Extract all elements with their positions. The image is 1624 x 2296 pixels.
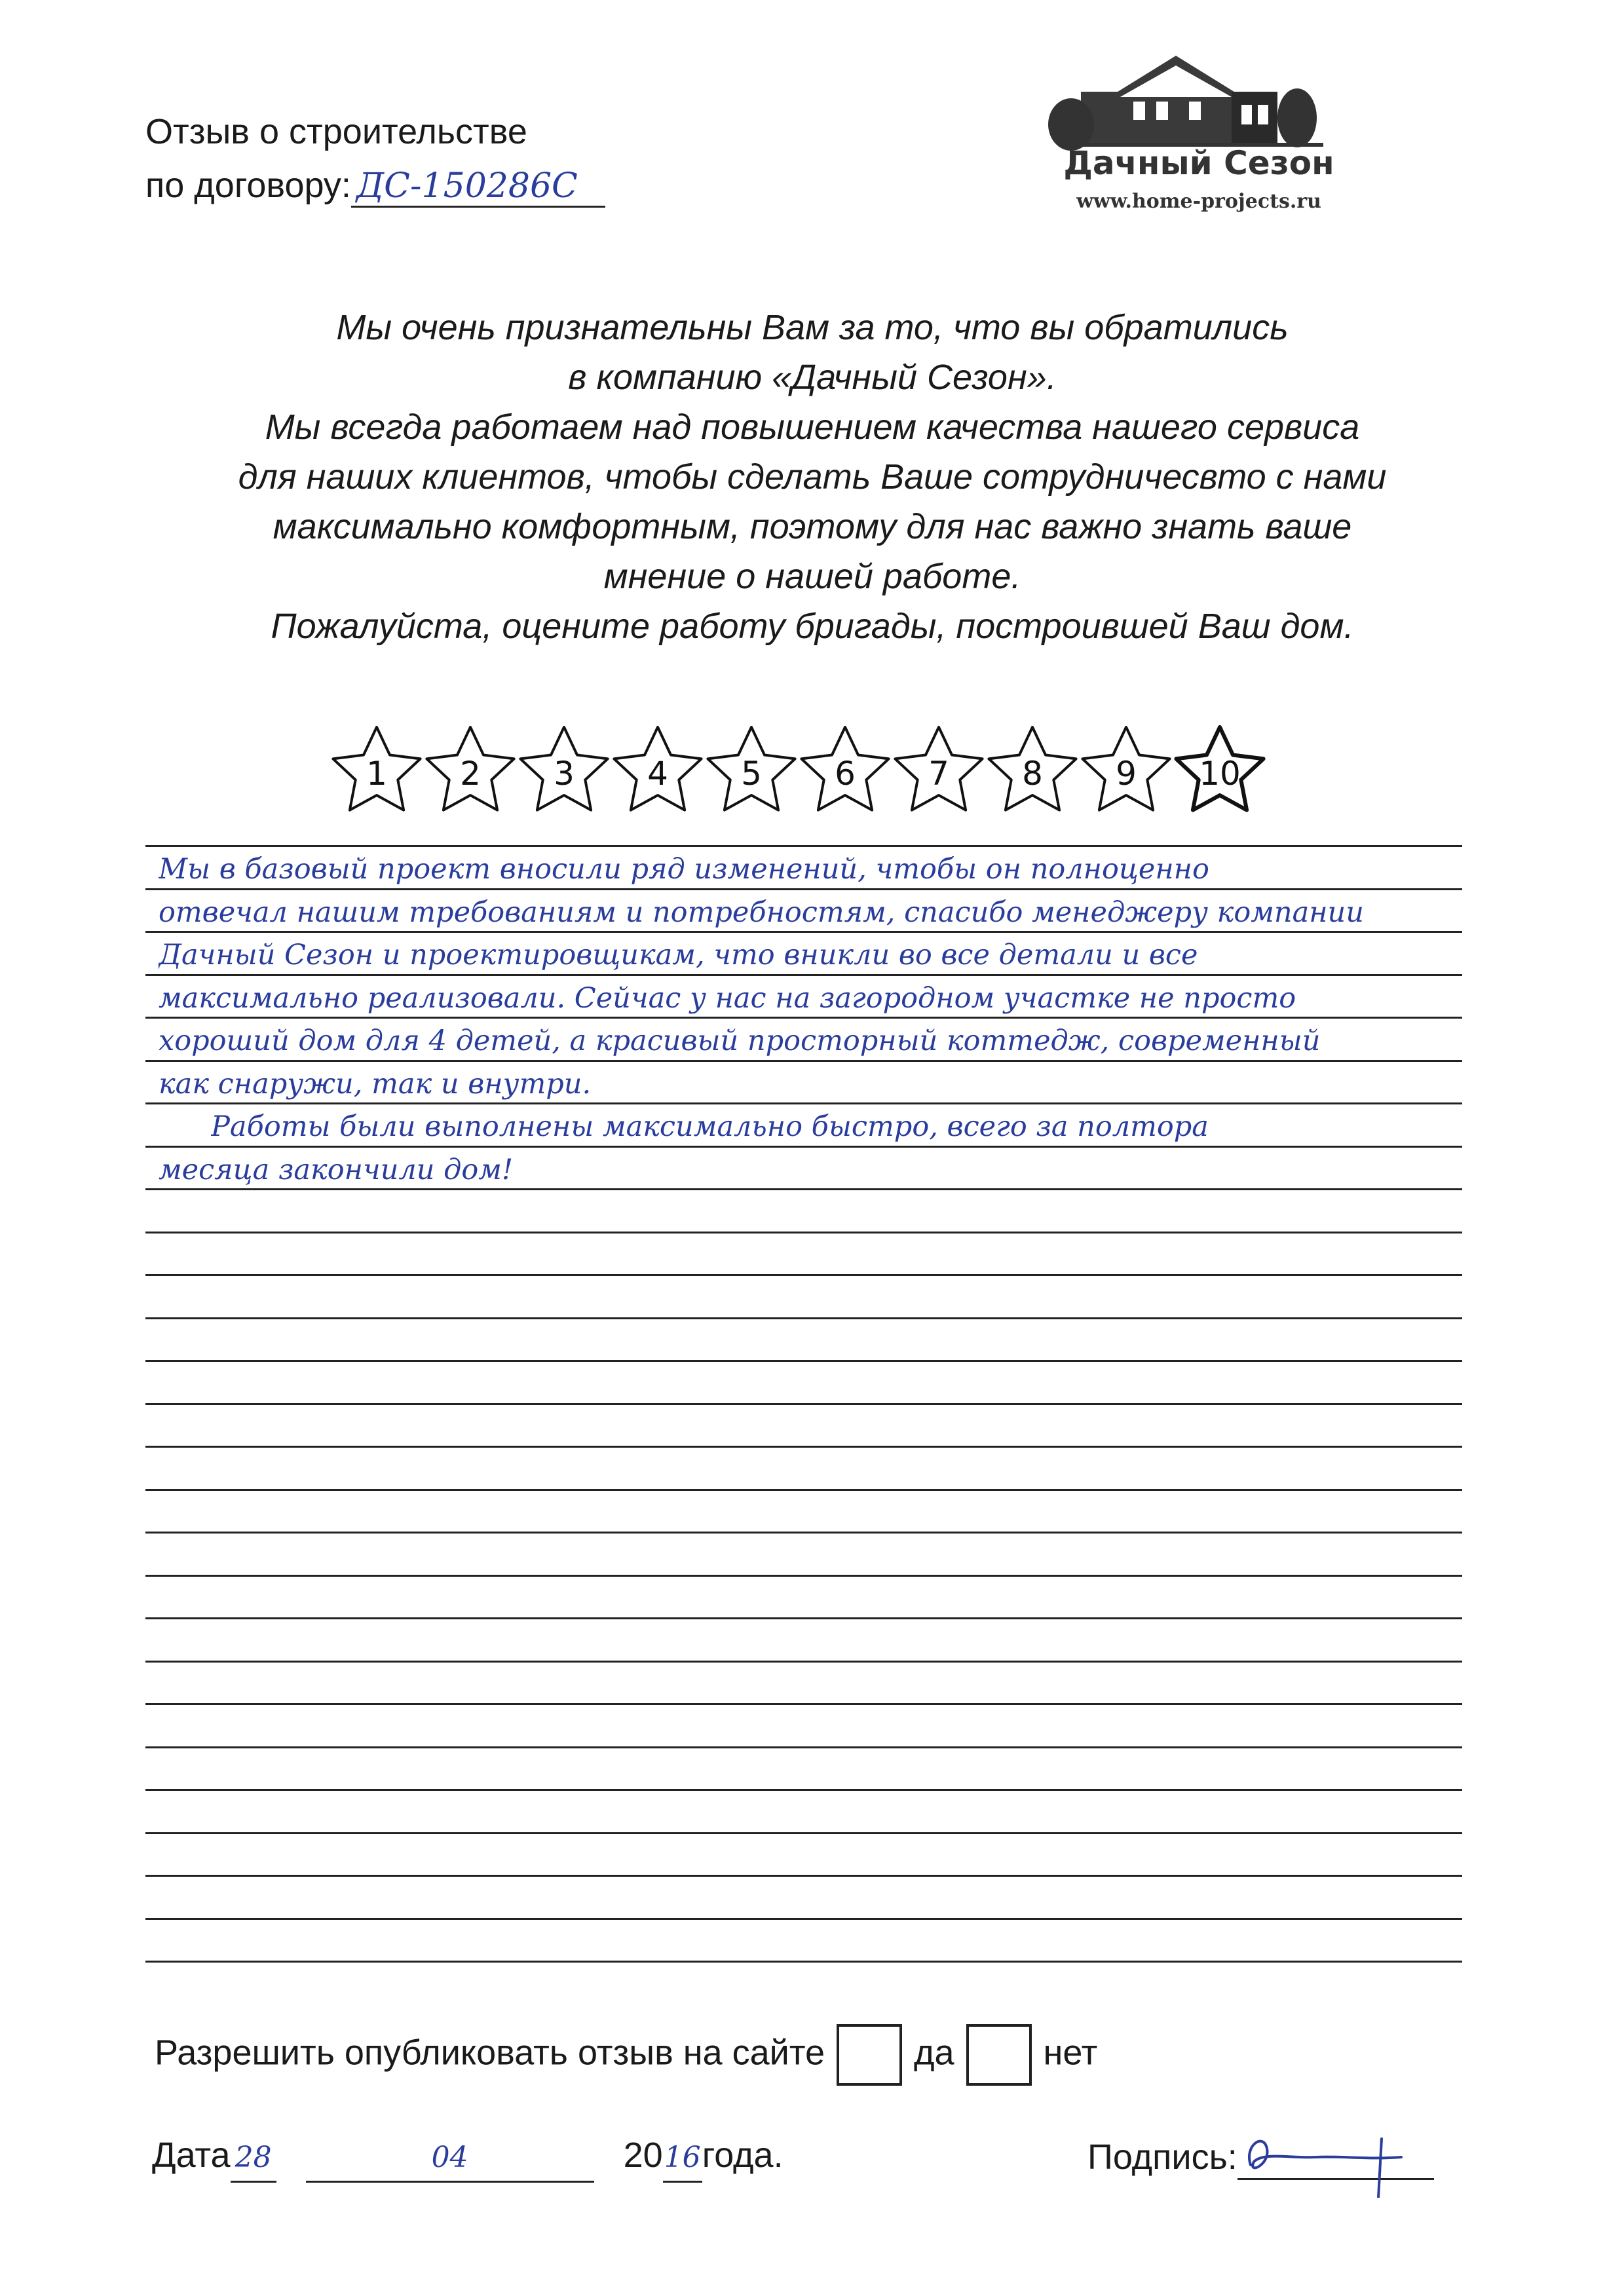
intro-line: максимально комфортным, поэтому для нас важно знать ваше — [273, 507, 1352, 546]
consent-yes-checkbox[interactable] — [837, 2024, 902, 2086]
ruled-line — [145, 1188, 1462, 1190]
star-label: 2 — [460, 755, 481, 793]
handwritten-signature — [1237, 2126, 1434, 2198]
intro-line: мнение о нашей работе. — [603, 557, 1021, 596]
form-header — [145, 105, 605, 212]
consent-no-checkbox[interactable] — [966, 2024, 1032, 2086]
handwritten-review-line: Мы в базовый проект вносили ряд изменений, чтобы он полноценно — [159, 853, 1209, 886]
publish-consent-row — [155, 2024, 1097, 2086]
intro-line: Мы всегда работаем над повышением качества нашего сервиса — [265, 407, 1360, 447]
rating-star-4[interactable] — [609, 721, 707, 819]
date-month-field[interactable]: 04 — [306, 2135, 594, 2183]
form-title: Отзыв о строительстве — [145, 112, 527, 151]
handwritten-review-line: Дачный Сезон и проектировщикам, что вникли во все детали и все — [159, 939, 1198, 971]
star-label: 6 — [835, 755, 856, 793]
ruled-line — [145, 1575, 1462, 1577]
ruled-line — [145, 845, 1462, 847]
star-label: 7 — [928, 755, 949, 793]
star-label: 5 — [741, 755, 762, 793]
review-text-area[interactable] — [145, 845, 1462, 1991]
publish-consent-label: Разрешить опубликовать отзыв на сайте — [155, 2033, 825, 2073]
ruled-line — [145, 974, 1462, 976]
star-label: 9 — [1116, 755, 1137, 793]
ruled-line — [145, 1875, 1462, 1877]
rating-star-10[interactable] — [1171, 721, 1269, 819]
signature-row — [1087, 2132, 1434, 2180]
date-day-field[interactable]: 28 — [231, 2135, 276, 2183]
date-label: Дата — [152, 2136, 231, 2175]
rating-star-5[interactable] — [702, 721, 801, 819]
rating-star-8[interactable] — [983, 721, 1082, 819]
intro-line: Мы очень признательны Вам за то, что вы обратились — [336, 308, 1289, 347]
ruled-line — [145, 1403, 1462, 1405]
star-label: 4 — [647, 755, 668, 793]
ruled-line — [145, 1360, 1462, 1362]
ruled-line — [145, 1060, 1462, 1062]
consent-no-label: нет — [1043, 2033, 1098, 2073]
contract-label: по договору: — [145, 166, 351, 205]
ruled-line — [145, 1789, 1462, 1791]
intro-line: Пожалуйста, оцените работу бригады, построившей Ваш дом. — [271, 607, 1354, 646]
rating-star-7[interactable] — [890, 721, 988, 819]
ruled-line — [145, 1532, 1462, 1534]
ruled-line — [145, 1317, 1462, 1319]
logo-url: www.home-projects.ru — [1076, 190, 1321, 213]
ruled-line — [145, 1703, 1462, 1705]
ruled-line — [145, 1961, 1462, 1963]
handwritten-review-line: Работы были выполнены максимально быстро, всего за полтора — [211, 1110, 1209, 1143]
ruled-line — [145, 888, 1462, 890]
rating-star-6[interactable] — [796, 721, 894, 819]
signature-label: Подпись: — [1087, 2137, 1237, 2177]
ruled-line — [145, 1446, 1462, 1448]
date-year-prefix: 20 — [623, 2136, 663, 2175]
handwritten-review-line: хороший дом для 4 детей, а красивый просторный коттедж, современный — [159, 1025, 1321, 1057]
ruled-line — [145, 1661, 1462, 1663]
rating-star-2[interactable] — [421, 721, 519, 819]
company-logo — [1035, 52, 1350, 223]
ruled-line — [145, 1918, 1462, 1920]
star-label: 10 — [1199, 755, 1241, 793]
consent-yes-label: да — [914, 2033, 954, 2073]
handwritten-review-line: месяца закончили дом! — [159, 1153, 514, 1186]
house-logo-icon — [1035, 52, 1350, 151]
date-year-word: года. — [702, 2136, 784, 2175]
ruled-line — [145, 931, 1462, 933]
handwritten-review-line: как снаружи, так и внутри. — [159, 1067, 592, 1101]
ruled-line — [145, 1274, 1462, 1276]
date-year-field[interactable]: 16 — [663, 2135, 702, 2183]
ruled-line — [145, 1832, 1462, 1834]
intro-line: для наших клиентов, чтобы сделать Ваше сотрудничесвто с нами — [238, 457, 1387, 497]
star-label: 3 — [554, 755, 575, 793]
ruled-line — [145, 1232, 1462, 1233]
ruled-line — [145, 1489, 1462, 1491]
rating-star-3[interactable] — [515, 721, 613, 819]
star-label: 8 — [1022, 755, 1043, 793]
rating-star-1[interactable] — [328, 721, 426, 819]
signature-field[interactable] — [1237, 2132, 1434, 2180]
ruled-line — [145, 1102, 1462, 1104]
ruled-line — [145, 1617, 1462, 1619]
contract-number-field[interactable]: ДС-150286С — [351, 166, 605, 208]
contract-row — [145, 159, 605, 212]
rating-stars — [328, 721, 1323, 832]
rating-star-9[interactable] — [1077, 721, 1175, 819]
handwritten-review-line: максимально реализовали. Сейчас у нас на загородном участке не просто — [159, 981, 1296, 1015]
ruled-line — [145, 1146, 1462, 1148]
intro-line: в компанию «Дачный Сезон». — [568, 358, 1057, 397]
star-label: 1 — [366, 755, 387, 793]
intro-text — [98, 303, 1526, 651]
handwritten-review-line: отвечал нашим требованиям и потребностям, спасибо менеджеру компании — [159, 895, 1364, 929]
ruled-line — [145, 1746, 1462, 1748]
ruled-line — [145, 1017, 1462, 1019]
logo-name: Дачный Сезон — [1063, 144, 1334, 182]
date-row — [152, 2132, 784, 2183]
